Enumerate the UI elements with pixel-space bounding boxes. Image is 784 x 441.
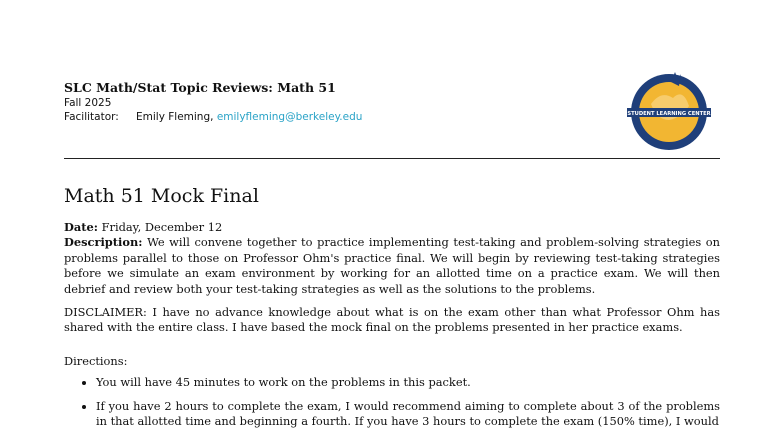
- directions-label: Directions:: [64, 353, 128, 368]
- facilitator-email-link[interactable]: emilyfleming@berkeley.edu: [216, 111, 363, 123]
- date-value: Friday, December 12: [101, 220, 223, 234]
- directions-list: [64, 375, 720, 429]
- facilitator-line: [64, 110, 584, 124]
- student-learning-center-logo: [621, 68, 717, 152]
- document-body: [64, 220, 720, 437]
- list-item: • If you have 2 hours to complete the exam, I would recommend aiming to complete about 3 of the problems in that allotted time and beginning a fourth. If you have 3 hours to complete the exam (150% time), I would: [96, 399, 720, 430]
- term: Fall 2025: [64, 97, 112, 109]
- facilitator-label: Facilitator:: [64, 111, 119, 123]
- description-text: We will convene together to practice implementing test-taking and problem-solving strategies on problems parallel to those on Professor Ohm's practice final. We will begin by reviewing test-taking strategies before we simulate an exam environment by working for an allotted time on a practice exam. We will then debrief and review both your test-taking strategies as well as the solutions to the problems.: [64, 235, 720, 296]
- list-item: • You will have 45 minutes to work on the problems in this packet.: [96, 375, 720, 390]
- date-line: [64, 220, 720, 235]
- facilitator-name: Emily Fleming,: [136, 111, 214, 123]
- page-title: Math 51 Mock Final: [64, 185, 259, 207]
- description-paragraph: [64, 235, 720, 297]
- description-label: Description:: [64, 235, 143, 250]
- disclaimer-paragraph: DISCLAIMER: I have no advance knowledge about what is on the exam other than what Professor Ohm has shared with the entire class. I have based the mock final on the problems presented in her practice exams.: [64, 305, 720, 335]
- page-header: [64, 80, 584, 124]
- logo-text: STUDENT LEARNING CENTER: [627, 111, 711, 117]
- header-divider: [64, 158, 720, 159]
- course-title: SLC Math/Stat Topic Reviews: Math 51: [64, 80, 336, 95]
- date-label: Date:: [64, 220, 98, 234]
